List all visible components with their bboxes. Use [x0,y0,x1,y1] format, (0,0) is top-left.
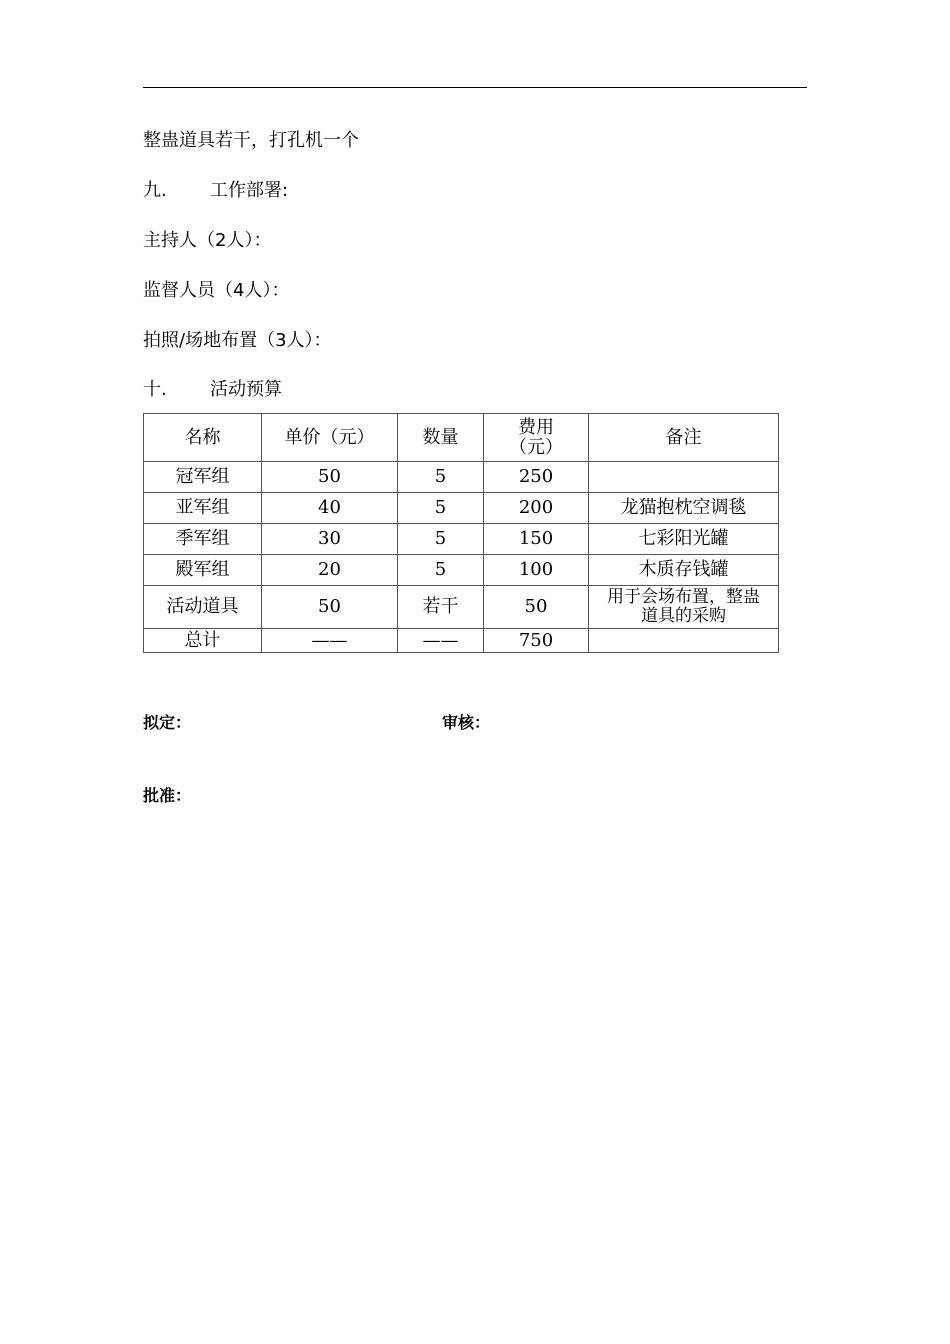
header-note: 备注 [589,414,779,462]
total-cost: 750 [484,629,589,653]
cell-cost: 250 [484,462,589,493]
section-9-title: 工作部署: [210,180,289,201]
section-10-number: 十. [143,379,167,400]
review-label: 审核： [442,713,491,732]
cell-quantity: 5 [398,524,484,555]
table-row [144,493,779,524]
cell-note: 木质存钱罐 [589,555,779,586]
role-photo-setup: 拍照/场地布置（3人）： [143,330,332,351]
header-cost: 费用（元） [484,414,589,462]
table-row [144,462,779,493]
total-label: 总计 [144,629,262,653]
approve-label: 批准： [143,786,192,805]
total-note [589,629,779,653]
role-supervisor: 监督人员（4人）： [143,280,290,301]
intro-line: 整蛊道具若干，打孔机一个 [143,130,359,151]
header-unit-price: 单价（元） [262,414,398,462]
cell-name: 殿军组 [144,555,262,586]
cell-cost: 100 [484,555,589,586]
cell-name: 活动道具 [144,586,262,629]
role-host: 主持人（2人）： [143,230,272,251]
cell-name: 季军组 [144,524,262,555]
header-quantity: 数量 [398,414,484,462]
cell-unit-price: 20 [262,555,398,586]
table-total-row [144,629,779,653]
cell-cost: 200 [484,493,589,524]
section-9-heading [143,180,288,202]
cell-unit-price: 50 [262,586,398,629]
cell-unit-price: 30 [262,524,398,555]
section-10-heading [143,379,282,401]
cell-note: 七彩阳光罐 [589,524,779,555]
table-row [144,524,779,555]
cell-name: 冠军组 [144,462,262,493]
total-quantity: —— [398,629,484,653]
cell-quantity: 5 [398,493,484,524]
table-row [144,586,779,629]
header-name: 名称 [144,414,262,462]
cell-quantity: 5 [398,462,484,493]
cell-unit-price: 40 [262,493,398,524]
cell-name: 亚军组 [144,493,262,524]
cell-note: 龙猫抱枕空调毯 [589,493,779,524]
section-10-title: 活动预算 [210,379,282,400]
cell-quantity: 5 [398,555,484,586]
cell-cost: 150 [484,524,589,555]
section-9-number: 九. [143,180,167,201]
header-rule [143,87,807,88]
draft-label: 拟定： [143,713,192,732]
total-unit-price: —— [262,629,398,653]
cell-note [589,462,779,493]
cell-note: 用于会场布置，整蛊道具的采购 [589,586,779,629]
cell-quantity: 若干 [398,586,484,629]
table-header-row [144,414,779,462]
cell-unit-price: 50 [262,462,398,493]
cell-cost: 50 [484,586,589,629]
budget-table [143,413,779,653]
table-row [144,555,779,586]
